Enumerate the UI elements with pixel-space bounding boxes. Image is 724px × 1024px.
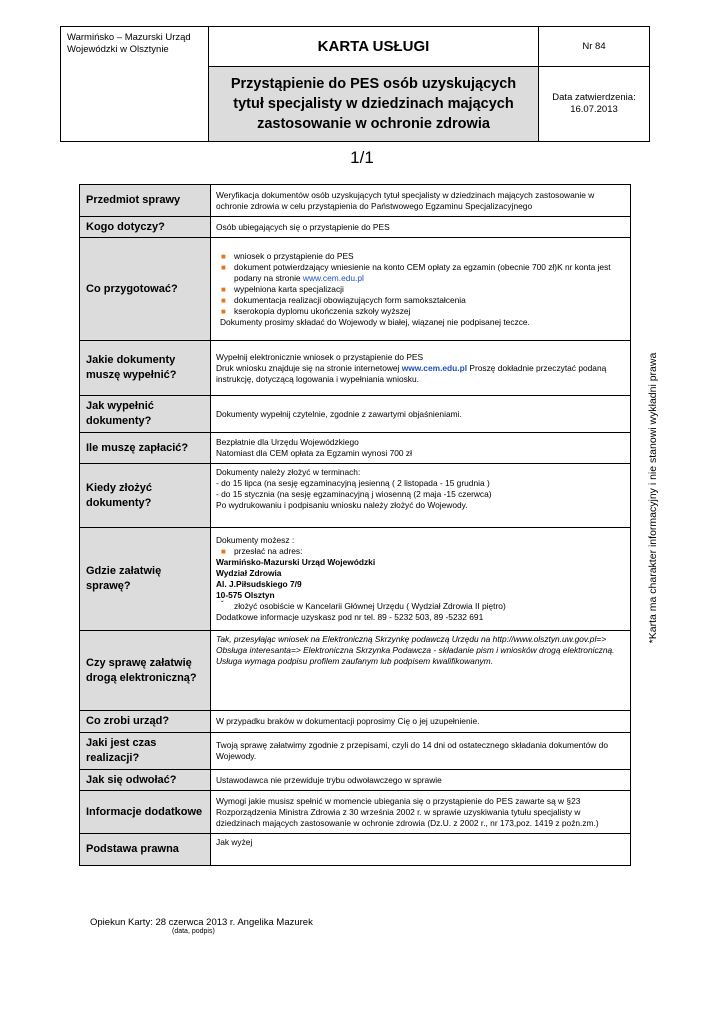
card-number: Nr 84 [539,27,649,67]
content-dokumenty [211,341,631,396]
bullet-icon: ■ [221,284,226,294]
content-przygotowac [211,238,631,341]
row-oplata [80,433,631,464]
cem-link[interactable]: www.cem.edu.pl [401,362,470,373]
office-line-1: Warmińsko – Mazurski Urząd [67,32,191,43]
footer-sign-note: (data, podpis) [172,928,215,935]
label-czas: Jaki jest czas realizacji? [80,733,211,770]
row-podstawa [80,834,631,866]
dokumenty-line-2: Druk wniosku znajduje się na stronie internetowej www.cem.edu.pl Proszę dokładnie przeczytać podaną instrukcję, dotyczącą logowania i wypełniania wniosku. [216,362,607,384]
row-przygotowac [80,238,631,341]
content-podstawa: Jak wyżej [211,834,631,866]
content-jak: Dokumenty wypełnij czytelnie, zgodnie z zawartymi objaśnieniami. [211,396,631,433]
label-jak: Jak wypełnić dokumenty? [80,396,211,433]
content-gdzie [211,528,631,631]
content-czas: Twoją sprawę załatwimy zgodnie z przepisami, czyli do 14 dni od ostatecznego składania dokumentów do Wojewody. [211,733,631,770]
label-kogo: Kogo dotyczy? [80,217,211,238]
label-przedmiot: Przedmiot sprawy [80,185,211,217]
kiedy-line-2: - do 15 lipca (na sesję egzaminacyjną jesienną ( 2 listopada - 15 grudnia ) [216,478,490,488]
gdzie-intro: Dokumenty możesz : [216,535,295,545]
label-dokumenty: Jakie dokumenty muszę wypełnić? [80,341,211,396]
bullet-icon: ■ [221,251,226,261]
cem-link[interactable]: www.cem.edu.pl [302,272,364,283]
row-kiedy [80,464,631,528]
bullet-icon: ■ [221,262,226,272]
content-kogo: Osób ubiegających się o przystąpienie do PES [211,217,631,238]
list-item: ■ przesłać na adres: [221,546,303,556]
list-item: ■ dokumentacja realizacji obowiązujących form samokształcenia [221,294,466,305]
kiedy-line-4: Po wydrukowaniu i podpisaniu wniosku należy złożyć do Wojewody. [216,500,468,510]
address-line-3: Al. J.Piłsudskiego 7/9 [216,579,302,589]
kiedy-line-3: - do 15 stycznia (na sesję egzaminacyjną j wiosenną (2 maja -15 czerwca) [216,489,492,499]
row-kogo [80,217,631,238]
list-item: ■ kserokopia dyplomu ukończenia szkoły wyższej [221,305,411,316]
label-kiedy: Kiedy złożyć dokumenty? [80,464,211,528]
subject-line-3: zastosowanie w ochronie zdrowia [257,116,490,132]
row-gdzie [80,528,631,631]
bullet-icon: ˇ [221,600,224,609]
list-item: ■ wniosek o przystąpienie do PES [221,250,354,261]
bullet-icon: ■ [221,295,226,305]
list-item: ■ wypełniona karta specjalizacji [221,283,344,294]
side-disclaimer [645,335,661,660]
card-subject [209,67,539,141]
row-urzad [80,711,631,733]
approval-date [539,67,649,141]
card-title: KARTA USŁUGI [209,27,539,67]
address-line-1: Warmińsko-Mazurski Urząd Wojewódzki [216,557,376,567]
row-czas [80,733,631,770]
row-dokumenty [80,341,631,396]
bullet-icon: ■ [221,306,226,316]
office-name [61,27,209,141]
row-odwolac [80,770,631,791]
kiedy-line-1: Dokumenty należy złożyć w terminach: [216,467,361,477]
content-elektroniczna: Tak, przesyłając wniosek na Elektroniczną Skrzynkę podawczą Urzędu na http://www.olsztyn.uw.gov.pl=> Obsługa interesanta=> Elektroniczna Skrzynka Podawcza - składanie pism i wniosków drogą elektroniczną. Usługa wymaga podpisu profilem zaufanym lub podpisem kwalifikowanym. [211,631,631,711]
side-disclaimer-text: *Karta ma charakter informacyjny i nie stanowi wykładni prawa [647,352,659,643]
header-table [60,26,650,142]
label-przygotowac: Co przygotować? [80,238,211,341]
row-informacje [80,791,631,834]
date-label: Data zatwierdzenia: [552,92,636,103]
content-informacje: Wymogi jakie musisz spełnić w momencie ubiegania się o przystąpienie do PES zawarte są w §23 Rozporządzenia Ministra Zdrowia z 30 września 2002 r. w sprawie uzyskiwania tytułu specjalisty w dziedzinach mających zastosowanie w ochronie zdrowia (Dz.U. z 2002 r., nr 173,poz. 1419 z poźn.zm.) [211,791,631,834]
office-line-2: Wojewódzki w Olsztynie [67,44,169,55]
label-odwolac: Jak się odwołać? [80,770,211,791]
page-counter: 1/1 [350,148,374,167]
row-jak [80,396,631,433]
list-item: ■ dokument potwierdzający wniesienie na konto CEM opłaty za egzamin (obecnie 700 zł)K nr konta jest podany na stronie www.cem.edu.pl [221,261,611,283]
bullet-icon: ■ [221,547,226,556]
content-urzad: W przypadku braków w dokumentacji poprosimy Cię o jej uzupełnienie. [211,711,631,733]
label-podstawa: Podstawa prawna [80,834,211,866]
dokumenty-line-1: Wypełnij elektronicznie wniosek o przystąpienie do PES [216,351,424,362]
label-elektroniczna: Czy sprawę załatwię drogą elektroniczną? [80,631,211,711]
oplata-line-2: Natomiast dla CEM opłata za Egzamin wynosi 700 zł [216,448,412,458]
content-przedmiot: Weryfikacja dokumentów osób uzyskujących tytuł specjalisty w dziedzinach mających zastosowanie w ochronie zdrowia w celu przystąpienia do Państwowego Egzaminu Specjalizacyjnego [211,185,631,217]
label-gdzie: Gdzie załatwię sprawę? [80,528,211,631]
row-elektroniczna [80,631,631,711]
row-przedmiot [80,185,631,217]
label-urzad: Co zrobi urząd? [80,711,211,733]
content-oplata [211,433,631,464]
address-line-2: Wydział Zdrowia [216,568,282,578]
przygotowac-note: Dokumenty prosimy składać do Wojewody w białej, wiązanej nie podpisanej teczce. [220,316,530,327]
date-value: 16.07.2013 [570,104,618,115]
service-card-table [79,184,631,866]
oplata-line-1: Bezpłatnie dla Urzędu Wojewódzkiego [216,437,359,447]
gdzie-info: Dodatkowe informacje uzyskasz pod nr tel. 89 - 5232 503, 89 -5232 691 [216,612,484,622]
content-kiedy [211,464,631,528]
address-line-4: 10-575 Olsztyn [216,590,275,600]
footer-caretaker: Opiekun Karty: 28 czerwca 2013 r. Angelika Mazurek [90,917,313,928]
content-odwolac: Ustawodawca nie przewiduje trybu odwoławczego w sprawie [211,770,631,791]
subject-line-2: tytuł specjalisty w dziedzinach mających [233,96,514,112]
label-informacje: Informacje dodatkowe [80,791,211,834]
list-item: ˇ złożyć osobiście w Kancelarii Głównej Urzędu ( Wydział Zdrowia II piętro) [221,600,506,611]
label-oplata: Ile muszę zapłacić? [80,433,211,464]
subject-line-1: Przystąpienie do PES osób uzyskujących [230,76,517,92]
